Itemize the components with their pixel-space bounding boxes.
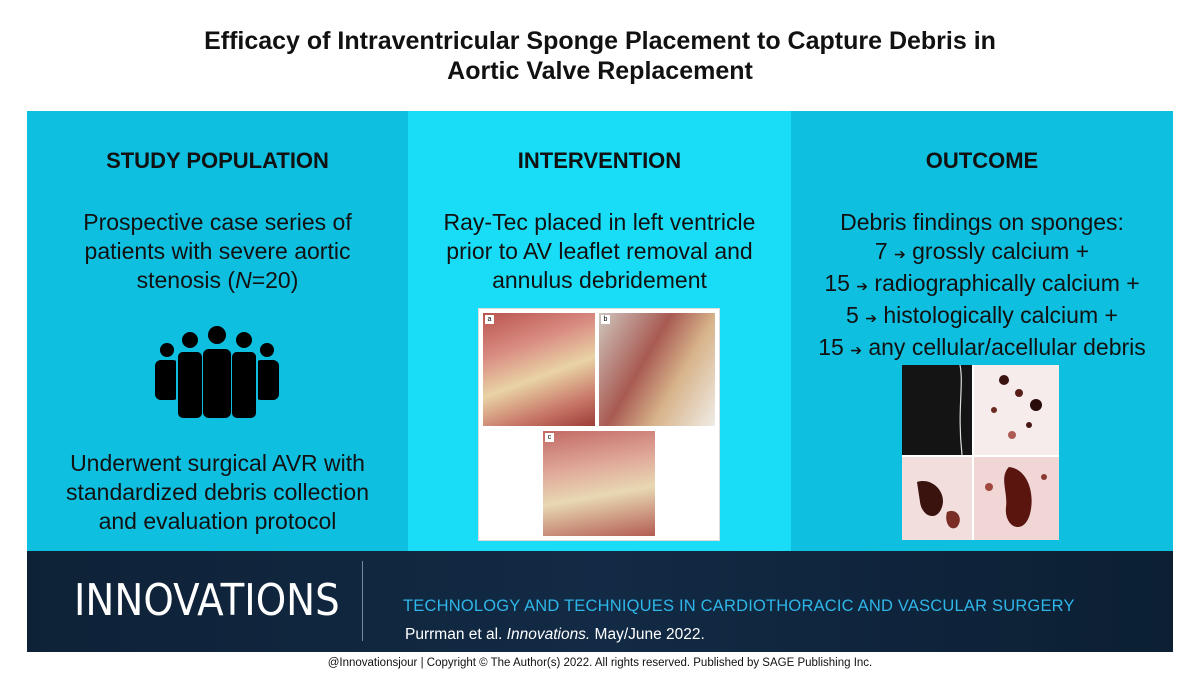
finding-count: 7 bbox=[874, 238, 888, 264]
journal-banner bbox=[27, 551, 1173, 652]
photo-label-b: b bbox=[601, 315, 610, 324]
debris-histology-figure bbox=[902, 365, 1059, 540]
citation-journal: Innovations. bbox=[506, 626, 591, 643]
surgical-photo-a bbox=[483, 313, 595, 426]
study-population-heading: STUDY POPULATION bbox=[106, 148, 329, 173]
procedure-line-3: and evaluation protocol bbox=[98, 508, 337, 534]
citation-date: May/June 2022. bbox=[590, 626, 705, 643]
histology-panel-top bbox=[974, 365, 1059, 455]
population-line-1: Prospective case series of bbox=[83, 209, 352, 235]
finding-count: 15 bbox=[818, 334, 844, 360]
population-line-3-end: =20) bbox=[251, 267, 299, 293]
histology-panel-right bbox=[974, 457, 1059, 540]
procedure-line-1: Underwent surgical AVR with bbox=[70, 450, 365, 476]
surgical-photo-c bbox=[543, 431, 655, 536]
radiograph-panel bbox=[902, 365, 972, 455]
study-population-procedure bbox=[27, 449, 408, 536]
banner-divider bbox=[362, 561, 363, 641]
outcome-intro: Debris findings on sponges: bbox=[840, 209, 1124, 235]
intervention-line-1: Ray-Tec placed in left ventricle bbox=[443, 209, 756, 235]
finding-row bbox=[791, 301, 1173, 333]
journal-tagline: TECHNOLOGY AND TECHNIQUES IN CARDIOTHORACIC AND VASCULAR SURGERY bbox=[403, 597, 1075, 615]
population-line-2: patients with severe aortic bbox=[84, 238, 351, 264]
population-n-symbol: N bbox=[235, 267, 252, 293]
study-population-panel bbox=[27, 111, 408, 551]
surgical-photo-b bbox=[599, 313, 715, 426]
finding-row bbox=[791, 237, 1173, 269]
photo-label-c: c bbox=[545, 433, 554, 442]
photo-label-a: a bbox=[485, 315, 494, 324]
finding-text: radiographically calcium + bbox=[874, 270, 1140, 296]
title-line-1: Efficacy of Intraventricular Sponge Placement to Capture Debris in bbox=[204, 27, 996, 55]
intervention-heading: INTERVENTION bbox=[517, 148, 682, 173]
finding-row bbox=[791, 333, 1173, 365]
infographic-title bbox=[0, 26, 1200, 86]
population-line-3-start: stenosis ( bbox=[136, 267, 236, 293]
arrow-right-icon: ➔ bbox=[856, 278, 869, 294]
arrow-right-icon: ➔ bbox=[850, 342, 862, 358]
intervention-panel bbox=[408, 111, 791, 551]
finding-text: any cellular/acellular debris bbox=[868, 334, 1146, 360]
intervention-line-2: prior to AV leaflet removal and bbox=[446, 238, 753, 264]
citation bbox=[405, 626, 705, 644]
procedure-line-2: standardized debris collection bbox=[65, 479, 369, 505]
study-population-description bbox=[27, 208, 408, 295]
outcome-findings bbox=[791, 208, 1173, 365]
arrow-right-icon: ➔ bbox=[894, 246, 906, 262]
arrow-right-icon: ➔ bbox=[865, 310, 877, 326]
finding-text: histologically calcium + bbox=[883, 302, 1118, 328]
finding-row bbox=[791, 269, 1173, 301]
journal-logo: INNOVATIONS bbox=[74, 575, 340, 626]
finding-count: 15 bbox=[824, 270, 850, 296]
panels-row bbox=[27, 111, 1173, 551]
outcome-panel bbox=[791, 111, 1173, 551]
outcome-heading: OUTCOME bbox=[925, 148, 1039, 173]
finding-count: 5 bbox=[846, 302, 859, 328]
citation-authors: Purrman et al. bbox=[405, 626, 507, 643]
surgical-photos-figure bbox=[478, 308, 720, 541]
population-line-3 bbox=[27, 266, 408, 295]
title-line-2: Aortic Valve Replacement bbox=[447, 57, 753, 85]
copyright-footer: @Innovationsjour | Copyright © The Author(s) 2022. All rights reserved. Published by SAGE Publishing Inc. bbox=[327, 657, 873, 669]
intervention-line-3: annulus debridement bbox=[492, 267, 707, 293]
histology-panel-left bbox=[902, 457, 972, 540]
finding-text: grossly calcium + bbox=[912, 238, 1090, 264]
intervention-description bbox=[408, 208, 791, 295]
people-group-icon bbox=[152, 326, 282, 418]
